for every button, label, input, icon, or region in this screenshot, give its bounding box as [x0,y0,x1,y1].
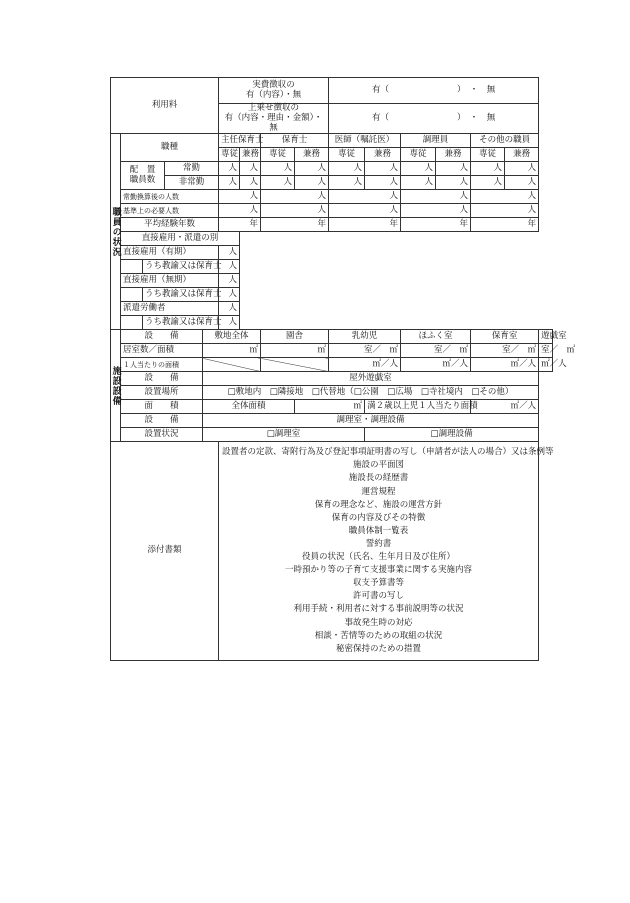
years-cell: 年 [261,218,329,232]
attachments-list [219,442,554,661]
count-cell: 人 [219,204,261,218]
count-cell: 人 [436,176,471,190]
job-type-header: 職種 [121,134,219,162]
direct-permanent-label: 直接雇用（無期） [121,274,219,288]
extra-fee-value: 有（ ） ・ 無 [329,104,539,134]
concurrent-header: 兼務 [436,148,471,162]
per-person-cell: ㎡／人 [539,358,553,372]
rooms-area-cell: 室／ ㎡ [401,344,471,358]
kitchen-equipment-checkbox: □調理設備 [365,428,539,442]
role-cook: 調理員 [401,134,471,148]
teacher-sub-label: うち教諭又は保育士 [143,260,219,274]
application-form-table [110,77,576,661]
regular-label: 常勤 [165,162,219,176]
count-cell: 人 [219,302,240,316]
years-cell: 年 [471,218,539,232]
attachment-item: 秘密保持のための措置 [336,643,422,654]
area-label: 面 積 [121,400,203,414]
count-cell: 人 [401,176,436,190]
count-cell: 人 [261,162,295,176]
count-cell: 人 [219,176,240,190]
count-cell: 人 [295,176,329,190]
converted-count-label: 常勤換算後の人数 [121,190,219,204]
attachments-label: 添付書類 [111,442,219,661]
equipment-header: 設 備 [121,372,203,386]
count-cell: 人 [471,204,539,218]
avg-years-label: 平均経験年数 [121,218,219,232]
per-person-cell: ㎡／人 [471,358,539,372]
fulltime-header: 専従 [219,148,240,162]
fulltime-header: 専従 [329,148,365,162]
count-cell: 人 [219,288,240,302]
required-count-label: 基準上の必要人数 [121,204,219,218]
direct-fixed-label: 直接雇用（有期） [121,246,219,260]
count-cell: 人 [365,176,401,190]
attachment-item: 運営規程 [361,486,396,497]
count-cell: 人 [365,162,401,176]
attachment-item: 誓約書 [365,538,392,549]
concurrent-header: 兼務 [365,148,401,162]
install-status-label: 設置状況 [121,428,203,442]
rooms-area-cell: 室／ ㎡ [539,344,553,358]
fulltime-header: 専従 [401,148,436,162]
count-cell: 人 [219,190,261,204]
rooms-area-label: 居室数／面積 [121,344,203,358]
building-header: 園舎 [261,330,329,344]
area-cell: ㎡ [261,344,329,358]
years-cell: 年 [401,218,471,232]
dispatched-label: 派遣労働者 [121,302,219,316]
location-label: 設置場所 [121,386,203,400]
count-cell: 人 [295,162,329,176]
actual-cost-value: 有（ ） ・ 無 [329,78,539,104]
per-person-cell: ㎡／人 [401,358,471,372]
attachment-item: 施設の平面図 [353,460,405,471]
concurrent-header: 兼務 [505,148,539,162]
attachment-item: 許可書の写し [353,591,405,602]
concurrent-header: 兼務 [240,148,261,162]
count-cell: 人 [401,190,471,204]
childcare-room-header: 保育室 [471,330,539,344]
count-cell: 人 [261,204,329,218]
attachment-item: 利用手続・利用者に対する事前説明等の状況 [293,604,464,615]
count-cell: 人 [219,274,240,288]
extra-fee-label: 上乗せ徴収の 有（内容・理由・金額）・無 [219,104,329,134]
attachment-item: 事故発生時の対応 [344,617,413,628]
rooms-area-cell: 室／ ㎡ [329,344,401,358]
count-cell: 人 [329,176,365,190]
location-options: □敷地内 □隣接地 □代替地（□公園 □広場 □寺社境内 □その他） [203,386,539,400]
diagonal-cell [203,358,261,372]
fee-label: 利用料 [111,78,219,134]
kitchen-header: 調理室・調理設備 [203,414,539,428]
equipment-header: 設 備 [121,330,203,344]
play-room-header: 遊戯室 [539,330,553,344]
site-total-header: 敷地全体 [203,330,261,344]
teacher-sub-label: うち教諭又は保育士 [143,316,219,330]
count-cell: 人 [401,162,436,176]
attachment-item: 保育の理念など、施設の運営方針 [314,499,443,510]
fulltime-header: 専従 [261,148,295,162]
area-cell: ㎡ [203,344,261,358]
nursing-room-header: ほふく室 [401,330,471,344]
count-cell: 人 [329,204,401,218]
attachment-item: 保育の内容及びその特徴 [331,512,426,523]
count-cell: 人 [505,162,539,176]
count-cell: 人 [219,260,240,274]
years-cell: 年 [329,218,401,232]
teacher-sub-label: うち教諭又は保育士 [143,288,219,302]
attachment-item: 設置者の定款、寄附行為及び登記事項証明書の写し（申請者が法人の場合）又は条例等 [222,447,554,458]
area-cell: ㎡ [295,400,365,414]
per-person-cell: ㎡／人 [329,358,401,372]
infant-room-header: 乳幼児 [329,330,401,344]
actual-cost-label: 実費徴収の 有（内容）・無 [219,78,329,104]
count-cell: 人 [471,176,505,190]
count-cell: 人 [219,162,240,176]
count-cell: 人 [240,176,261,190]
attachment-item: 施設長の経歴書 [348,473,409,484]
total-area-label: 全体面積 [203,400,295,414]
fulltime-header: 専従 [471,148,505,162]
role-head-nurse: 主任保育士 [219,134,261,148]
count-cell: 人 [261,190,329,204]
role-nurse: 保育士 [261,134,329,148]
kitchen-room-checkbox: □調理室 [203,428,365,442]
count-cell: 人 [219,316,240,330]
role-doctor: 医師（嘱託医） [329,134,401,148]
count-cell: 人 [436,162,471,176]
equipment-header: 設 備 [121,414,203,428]
count-cell: 人 [329,190,401,204]
years-cell: 年 [219,218,261,232]
count-cell: 人 [240,162,261,176]
allocation-label: 配 置 職員数 [121,162,165,190]
attachment-item: 職員体制一覧表 [348,525,409,536]
employment-type-header: 直接雇用・派遣の別 [121,232,240,246]
staff-section-label: 職員の状況 [111,134,121,330]
attachment-item: 一時預かり等の子育て支援事業に関する実施内容 [285,565,473,576]
count-cell: 人 [329,162,365,176]
per-person-area-label: １人当たりの面積 [121,358,203,372]
attachment-item: 収支予算書等 [353,578,405,589]
attachment-item: 役員の状況（氏名、生年月日及び住所） [302,552,456,563]
attachment-item: 相談・苦情等のための取組の状況 [314,630,443,641]
count-cell: 人 [219,246,240,260]
count-cell: 人 [471,190,539,204]
count-cell: 人 [401,204,471,218]
count-cell: 人 [261,176,295,190]
count-cell: 人 [505,176,539,190]
facility-section-label: 施設設備 [111,330,121,442]
rooms-area-cell: 室／ ㎡ [471,344,539,358]
diagonal-cell [261,358,329,372]
per-person-cell: ㎡／人 [471,400,539,414]
outdoor-play-header: 屋外遊戯室 [203,372,539,386]
concurrent-header: 兼務 [295,148,329,162]
count-cell: 人 [471,162,505,176]
irregular-label: 非常勤 [165,176,219,190]
over2-area-label: 満２歳以上児１人当たり面積 [365,400,471,414]
role-other: その他の職員 [471,134,539,148]
